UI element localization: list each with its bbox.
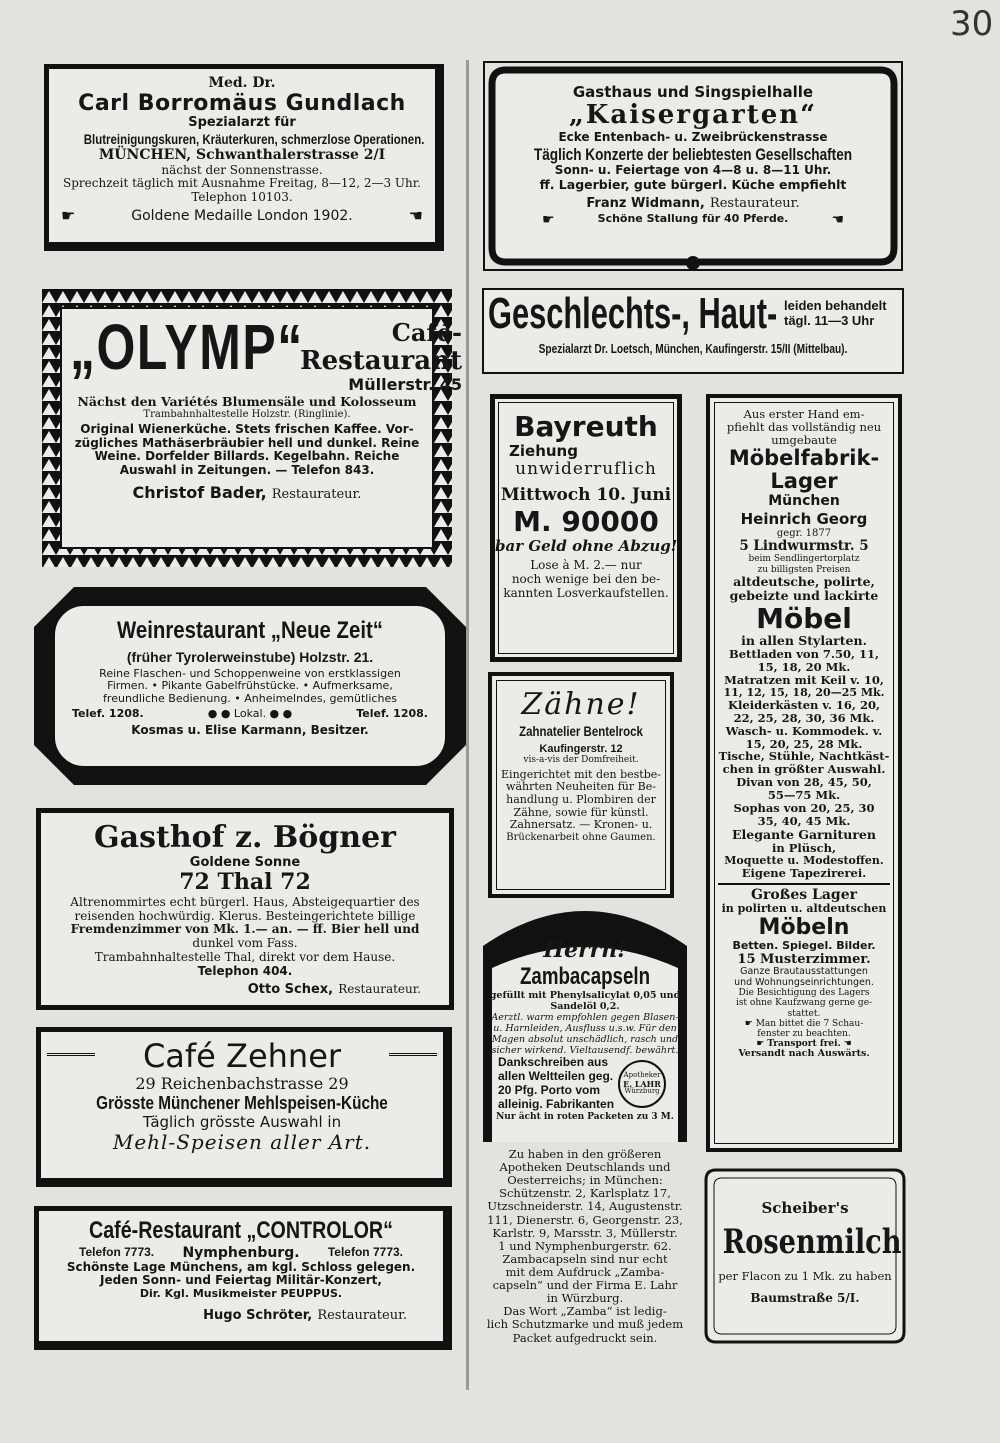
moebel-price-16: in Plüsch, <box>772 840 836 855</box>
gundlach-name: Carl Borromäus Gundlach <box>78 91 406 117</box>
ad-boegner <box>36 808 454 1010</box>
zamba-formula-6: sicher wirkend. Vieltausendf. bewährt. <box>491 1044 679 1056</box>
olymp-cafe: Café- <box>391 318 463 347</box>
controlor-phone-left: Telefon 7773. <box>79 1244 155 1259</box>
pointing-hand-left-icon: ☚ <box>843 1038 852 1049</box>
moebel-rule <box>718 883 890 885</box>
loetsch-line-2: Spezialarzt Dr. Loetsch, München, Kaufingerstr. 15/II (Mittelbau). <box>538 341 848 356</box>
moebel-large-9: ist ohne Kaufzwang gerne ge- <box>735 998 873 1009</box>
moebel-price-14: 35, 40, 45 Mk. <box>757 813 851 828</box>
gundlach-medal: Goldene Medaille London 1902. <box>131 208 353 225</box>
kaisergarten-beer: ff. Lagerbier, gute bürgerl. Küche empfiehlt <box>539 177 847 193</box>
neue-zeit-subtitle: (früher Tyrolerweinstube) Holzstr. 21. <box>126 648 374 665</box>
moebel-line-1: Aus erster Hand em- <box>743 407 865 421</box>
neue-zeit-tel-right: Telef. 1208. <box>356 706 428 720</box>
seal-bottom-text: Würzburg <box>624 1087 660 1096</box>
neue-zeit-body-1: Reine Flaschen- und Schoppenweine von erstklassigen <box>99 666 401 680</box>
boegner-owner-role: Restaurateur. <box>338 981 421 996</box>
kaisergarten-owner: Franz Widmann, <box>586 195 705 211</box>
zamba-thanks-3: 20 Pfg. Porto vom <box>498 1083 601 1098</box>
moebel-sub-1: beim Sendlingertorplatz <box>748 554 860 565</box>
bayreuth-date: Mittwoch 10. Juni <box>500 484 672 505</box>
olymp-name: „OLYMP“ <box>70 311 304 383</box>
zamba-text-6: 111, Dienerstr. 6, Georgenstr. 23, <box>487 1212 683 1227</box>
neue-zeit-tel-left: Telef. 1208. <box>72 706 144 720</box>
moebel-big: Möbel <box>756 601 852 635</box>
loetsch-side-2: tägl. 11—3 Uhr <box>784 313 875 328</box>
boegner-body-1: Altrenommirtes echt bürgerl. Haus, Absteigequartier des <box>70 894 420 909</box>
zamba-text-4: Schützenstr. 2, Karlsplatz 17, <box>499 1186 671 1201</box>
moebel-large-10: stattet. <box>787 1008 821 1019</box>
zaehne-title: Zähne! <box>521 687 641 722</box>
bayreuth-lots-1: Lose à M. 2.— nur <box>530 557 642 572</box>
loetsch-side-1: leiden behandelt <box>784 298 887 314</box>
boegner-body-2: reisenden hochwürdig. Klerus. Besteingerichtete billige <box>74 908 416 923</box>
moebel-line-3: umgebaute <box>771 432 837 447</box>
rule-decoration-right <box>389 1053 437 1060</box>
moebel-large-14: Versandt nach Auswärts. <box>738 1047 870 1059</box>
loetsch-big: Geschlechts-, Haut- <box>488 289 778 338</box>
zaehne-body-3: handlung u. Plombiren der <box>506 792 656 806</box>
neue-zeit-body-3: freundliche Bedienung. • Anheimelndes, gemütliches <box>103 691 397 705</box>
moebel-price-8: 15, 20, 25, 28 Mk. <box>745 736 863 751</box>
boegner-subtitle: Goldene Sonne <box>189 854 301 870</box>
ad-olymp <box>42 289 463 567</box>
neue-zeit-body-2: Firmen. • Pikante Gabelfrühstücke. • Aufmerksame, <box>107 679 393 693</box>
moebel-sub-3: altdeutsche, polirte, <box>733 573 875 589</box>
ad-loetsch <box>482 288 904 374</box>
moebel-large-2: in polirten u. altdeutschen <box>721 902 887 916</box>
zaehne-body-6: Brückenarbeit ohne Gaumen. <box>506 831 656 843</box>
kaisergarten-owner-role: Restaurateur. <box>709 195 800 211</box>
boegner-address: 72 Thal 72 <box>179 869 311 896</box>
ad-bayreuth <box>490 394 682 662</box>
bayreuth-amount: M. 90000 <box>513 504 659 538</box>
zamba-text-8: 1 und Nymphenburgerstr. 62. <box>498 1238 672 1253</box>
boegner-title: Gasthof z. Bögner <box>94 820 396 855</box>
moebel-price-18: Eigene Tapezirerei. <box>741 865 867 880</box>
moebel-price-1: Bettladen von 7.50, 11, <box>729 646 879 661</box>
zamba-retailers <box>478 1148 692 1388</box>
ad-zamba <box>480 906 690 1146</box>
zamba-formula-1: gefüllt mit Phenylsalicylat 0,05 und <box>489 989 681 1001</box>
bayreuth-lots-3: kannten Losverkaufstellen. <box>503 585 669 600</box>
scheiber-price: per Flacon zu 1 Mk. zu haben <box>718 1269 892 1284</box>
zehner-daily: Täglich grösste Auswahl in <box>142 1112 342 1131</box>
olymp-restaurant: Restaurant <box>300 345 463 376</box>
moebel-price-2: 15, 18, 20 Mk. <box>757 659 851 674</box>
boegner-tram: Trambahnhaltestelle Thal, direkt vor dem Hause. <box>94 949 396 964</box>
zamba-formula-2: Sandelöl 0,2. <box>550 1000 620 1012</box>
controlor-title: Café-Restaurant „CONTROLOR“ <box>89 1217 393 1244</box>
controlor-owner-role: Restaurateur. <box>317 1307 407 1323</box>
zamba-text-3: Oesterreichs; in München: <box>507 1173 663 1188</box>
olymp-body-3: Weine. Dorfelder Billards. Kegelbahn. Reiche <box>94 449 400 464</box>
zehner-title: Café Zehner <box>142 1037 342 1075</box>
moebel-price-6: 22, 25, 28, 30, 36 Mk. <box>733 710 875 725</box>
moebel-large-1: Großes Lager <box>751 886 857 903</box>
olymp-address: Müllerstr. 45 <box>348 375 463 395</box>
zaehne-body-2: währten Neuheiten für Be- <box>506 780 656 794</box>
zamba-thanks-2: allen Weltteilen geg. <box>498 1069 614 1084</box>
moebel-sub-4: gebeizte und lackirte <box>729 587 879 603</box>
zamba-text-14: lich Schutzmarke und muß jedem <box>486 1317 684 1332</box>
moebel-city: München <box>768 492 840 509</box>
zamba-text-10: mit dem Aufdruck „Zamba- <box>505 1264 665 1279</box>
gundlach-hours: Sprechzeit täglich mit Ausnahme Freitag, 8—12, 2—3 Uhr. <box>63 176 421 191</box>
moebel-price-7: Wasch- u. Kommodek. v. <box>725 723 883 738</box>
zamba-formula-4: u. Harnleiden, Ausfluss u.s.w. Für den <box>493 1022 677 1034</box>
bayreuth-cash: bar Geld ohne Abzug! <box>495 536 678 555</box>
moebel-price-15: Elegante Garnituren <box>732 826 876 842</box>
moebel-large-6: Ganze Brautausstattungen <box>740 966 868 978</box>
kaisergarten-corner: Ecke Entenbach- u. Zweibrückenstrasse <box>558 130 828 145</box>
zaehne-vis: vis-a-vis der Domfreiheit. <box>523 755 639 766</box>
column-divider <box>466 60 469 1390</box>
ad-zaehne <box>488 672 674 898</box>
zamba-text-9: Zambacapseln sind nur echt <box>502 1251 668 1266</box>
controlor-owner: Hugo Schröter, <box>203 1307 313 1323</box>
moebel-large-11: Man bittet die 7 Schau- <box>755 1018 864 1029</box>
moebel-price-10: chen in größter Auswahl. <box>722 762 886 777</box>
moebel-line-2: pfiehlt das vollständig neu <box>726 419 882 434</box>
moebel-large-3: Möbeln <box>758 914 850 940</box>
gundlach-address: MÜNCHEN, Schwanthalerstrasse 2/I <box>98 147 386 164</box>
olymp-owner-role: Restaurateur. <box>271 486 362 502</box>
pointing-hand-left-icon: ☚ <box>831 211 844 228</box>
boegner-owner: Otto Schex, <box>247 981 334 997</box>
gundlach-services: Blutreinigungskuren, Kräuterkuren, schmerzlose Operationen. <box>83 131 425 148</box>
zamba-thanks-1: Dankschreiben aus <box>498 1055 609 1070</box>
gundlach-title-small: Med. Dr. <box>208 75 276 91</box>
zehner-address: 29 Reichenbachstrasse 29 <box>135 1073 349 1093</box>
apothecary-seal <box>618 1060 666 1108</box>
moebel-large-7: und Wohnungseinrichtungen. <box>734 976 874 988</box>
moebel-title-1: Möbelfabrik- <box>728 445 880 470</box>
kaisergarten-name: „Kaisergarten“ <box>568 100 818 131</box>
olymp-body-2: zügliches Mathäserbräubier hell und dunkel. Reine <box>74 435 420 450</box>
kaisergarten-concerts: Täglich Konzerte der beliebtesten Gesellschaften <box>533 144 853 164</box>
ad-gundlach <box>44 64 444 251</box>
ad-zehner <box>36 1027 452 1187</box>
zamba-text-11: capseln“ und der Firma E. Lahr <box>492 1278 678 1293</box>
moebel-title-2: Lager <box>770 469 838 494</box>
zamba-formula-3: Aerztl. warm empfohlen gegen Blasen- <box>491 1011 679 1023</box>
moebel-price-4: 11, 12, 15, 18, 20—25 Mk. <box>723 685 885 699</box>
moebel-price-3: Matratzen mit Keil v. 10, <box>724 672 884 687</box>
zaehne-address: Kaufingerstr. 12 <box>539 742 623 755</box>
olymp-owner: Christof Bader, <box>132 482 267 502</box>
pointing-hand-left-icon: ☚ <box>408 205 423 225</box>
zamba-title: Zambacapseln <box>519 963 651 991</box>
kaisergarten-stable: Schöne Stallung für 40 Pferde. <box>597 212 789 226</box>
moebel-price-11: Divan von 28, 45, 50, <box>736 775 872 790</box>
ad-moebel <box>706 394 902 1152</box>
gundlach-near: nächst der Sonnenstrasse. <box>161 162 323 177</box>
bayreuth-draw: Ziehung <box>509 442 578 461</box>
moebel-price-5: Kleiderkästen v. 16, 20, <box>728 697 880 712</box>
ad-neue-zeit <box>34 587 466 785</box>
kaisergarten-times: Sonn- u. Feiertage von 4—8 u. 8—11 Uhr. <box>554 163 832 178</box>
moebel-large-5: 15 Musterzimmer. <box>737 951 871 967</box>
zaehne-studio: Zahnatelier Bentelrock <box>519 722 643 739</box>
moebel-sub-2: zu billigsten Preisen <box>757 564 851 575</box>
bayreuth-title: Bayreuth <box>514 410 658 443</box>
controlor-body-1: Schönste Lage Münchens, am kgl. Schloss gelegen. <box>66 1259 416 1274</box>
moebel-founded: gegr. 1877 <box>776 528 832 540</box>
page-number: 30 <box>950 4 994 44</box>
ad-kaisergarten <box>482 60 904 272</box>
seal-mid-text: E. LAHR <box>623 1078 661 1089</box>
zamba-text-1: Zu haben in den größeren <box>508 1147 662 1161</box>
zaehne-body-1: Eingerichtet mit den bestbe- <box>501 767 661 781</box>
zamba-text-2: Apotheken Deutschlands und <box>499 1160 671 1175</box>
pointing-hand-right-icon: ☛ <box>744 1018 753 1029</box>
moebel-price-9: Tische, Stühle, Nachtkäst- <box>718 749 890 764</box>
controlor-body-3: Dir. Kgl. Musikmeister PEUPPUS. <box>139 1287 343 1301</box>
ad-controlor <box>34 1206 452 1350</box>
zamba-herrn: Herrn! <box>543 937 627 963</box>
zamba-text-12: in Würzburg. <box>546 1291 624 1306</box>
zamba-formula-5: Magen absolut unschädlich, rasch und <box>491 1033 679 1045</box>
boegner-phone: Telephon 404. <box>197 963 293 978</box>
neue-zeit-owners: Kosmas u. Elise Karmann, Besitzer. <box>131 723 369 738</box>
moebel-price-12: 55—75 Mk. <box>767 788 841 802</box>
gundlach-subtitle: Spezialarzt für <box>188 115 296 131</box>
moebel-large-13: Transport frei. <box>767 1038 841 1049</box>
moebel-price-17: Moquette u. Modestoffen. <box>724 853 884 867</box>
moebel-price-13: Sophas von 20, 25, 30 <box>733 800 875 815</box>
controlor-location: Nymphenburg. <box>182 1244 300 1261</box>
bayreuth-lots-2: noch wenige bei den be- <box>511 571 661 586</box>
gundlach-phone: Telephon 10103. <box>191 190 293 205</box>
scheiber-product: Rosenmilch <box>722 1222 902 1263</box>
kaisergarten-line-1: Gasthaus und Singspielhalle <box>572 83 814 101</box>
zamba-text-15: Packet aufgedruckt sein. <box>512 1330 658 1345</box>
seal-top-text: Apotheker <box>623 1070 661 1079</box>
zamba-text-5: Utzschneiderstr. 14, Augustenstr. <box>487 1199 683 1214</box>
zaehne-body-5: Zahnersatz. — Kronen- u. <box>509 818 653 832</box>
boegner-body-4: dunkel vom Fass. <box>192 936 298 951</box>
ad-scheiber <box>702 1166 908 1346</box>
zehner-claim: Grösste Münchener Mehlspeisen-Küche <box>96 1093 388 1114</box>
zamba-text-7: Karlstr. 9, Marsstr. 3, Müllerstr. <box>492 1225 678 1240</box>
moebel-styles: in allen Stylarten. <box>741 632 867 648</box>
zamba-thanks-4: alleinig. Fabrikanten <box>498 1096 615 1111</box>
olymp-tram: Trambahnhaltestelle Holzstr. (Ringlinie). <box>143 409 351 421</box>
moebel-large-8: Die Besichtigung des Lagers <box>738 988 870 999</box>
moebel-owner: Heinrich Georg <box>740 510 868 529</box>
olymp-body-4: Auswahl in Zeitungen. — Telefon 843. <box>119 463 375 478</box>
zamba-only: Nur ächt in roten Packeten zu 3 M. <box>496 1111 674 1122</box>
rule-decoration-left <box>47 1053 95 1060</box>
scheiber-name: Scheiber's <box>761 1199 849 1217</box>
pointing-hand-right-icon: ☛ <box>542 211 555 228</box>
olymp-body-1: Original Wienerküche. Stets frischen Kaffee. Vor- <box>80 421 414 436</box>
olymp-near: Nächst den Variétés Blumensäle und Kolosseum <box>77 393 417 409</box>
neue-zeit-lokal: ● ● Lokal. ● ● <box>207 706 293 720</box>
pointing-hand-right-icon: ☛ <box>61 205 76 225</box>
zamba-text-13: Das Wort „Zamba“ ist ledig- <box>503 1304 667 1319</box>
boegner-body-3: Fremdenzimmer von Mk. 1.— an. — ff. Bier hell und <box>70 922 420 937</box>
moebel-large-12: fenster zu beachten. <box>757 1028 851 1039</box>
zehner-product: Mehl-Speisen aller Art. <box>112 1130 372 1155</box>
scheiber-address: Baumstraße 5/I. <box>750 1290 860 1305</box>
controlor-body-2: Jeden Sonn- und Feiertag Militär-Konzert, <box>100 1273 382 1288</box>
pointing-hand-right-icon: ☛ <box>756 1038 765 1049</box>
bayreuth-final: unwiderruflich <box>515 459 657 480</box>
zaehne-body-4: Zähne, sowie für künstl. <box>513 805 649 819</box>
controlor-phone-right: Telefon 7773. <box>327 1244 403 1259</box>
moebel-large-4: Betten. Spiegel. Bilder. <box>732 939 876 953</box>
neue-zeit-title: Weinrestaurant „Neue Zeit“ <box>116 617 384 644</box>
moebel-address: 5 Lindwurmstr. 5 <box>739 538 869 555</box>
